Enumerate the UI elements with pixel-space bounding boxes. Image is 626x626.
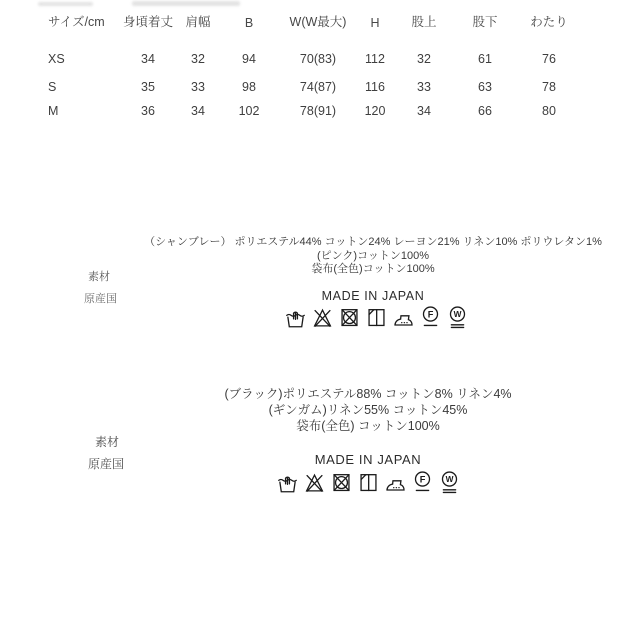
- material-label: 素材: [95, 435, 120, 449]
- table-header-cell: 股上: [411, 15, 437, 29]
- composition-line: 袋布(全色)コットン100%: [311, 263, 435, 275]
- origin-label: 原産国: [88, 457, 125, 471]
- composition-line: 袋布(全色) コットン100%: [296, 419, 440, 433]
- table-cell: 32: [417, 52, 431, 66]
- table-cell: 112: [365, 52, 385, 66]
- table-cell: 61: [478, 52, 492, 66]
- wet-clean-w-icon: [447, 304, 468, 329]
- dry-clean-f-icon: [412, 469, 433, 494]
- svg-text:W: W: [453, 309, 461, 320]
- composition-line: (ピンク)コットン100%: [316, 249, 430, 262]
- table-cell: 80: [542, 104, 556, 118]
- table-cell: 33: [191, 80, 205, 94]
- made-in-japan-text: MADE IN JAPAN: [321, 289, 425, 303]
- line-dry-in-shade-icon: [366, 304, 387, 329]
- table-header-cell: サイズ/cm: [48, 15, 105, 29]
- table-row: [38, 78, 613, 94]
- made-in-japan-text: MADE IN JAPAN: [314, 452, 422, 467]
- table-cell: 120: [364, 104, 386, 118]
- line-dry-in-shade-icon: [358, 469, 379, 494]
- table-header-cell: B: [244, 16, 254, 30]
- table-cell: 74(87): [299, 80, 337, 94]
- table-row: [38, 50, 613, 66]
- wet-clean-w-icon: [439, 469, 460, 494]
- table-cell: 36: [141, 104, 155, 118]
- table-cell: 116: [365, 80, 385, 94]
- do-not-tumble-dry-icon: [331, 469, 352, 494]
- table-cell: 33: [417, 80, 431, 94]
- table-cell: 66: [478, 104, 492, 118]
- composition-line: (ギンガム)リネン55% コットン45%: [268, 403, 468, 417]
- composition-line: (ブラック)ポリエステル88% コットン8% リネン4%: [224, 387, 512, 401]
- table-header-cell: 肩幅: [185, 15, 211, 29]
- svg-text:F: F: [427, 309, 433, 320]
- table-header-cell: W(W最大): [289, 15, 347, 29]
- size-label: M: [48, 104, 59, 118]
- table-cell: 102: [238, 104, 260, 118]
- table-header-row: [38, 14, 613, 30]
- material-label: 素材: [88, 271, 110, 283]
- composition-line: （シャンブレー） ポリエステル44% コットン24% レーヨン21% リネン10% ポリウレタン1%: [144, 236, 602, 248]
- table-cell: 34: [141, 52, 155, 66]
- size-label: XS: [48, 52, 65, 66]
- do-not-bleach-icon: [312, 304, 333, 329]
- iron-icon: [385, 469, 406, 494]
- material-section-2: [0, 380, 626, 510]
- composition-text: [120, 236, 626, 277]
- table-cell: 94: [242, 52, 256, 66]
- do-not-tumble-dry-icon: [339, 304, 360, 329]
- table-cell: 98: [242, 80, 256, 94]
- iron-icon: [393, 304, 414, 329]
- table-header-cell: 股下: [472, 15, 498, 29]
- care-symbols-row: [110, 469, 626, 494]
- table-header-cell: H: [370, 16, 380, 30]
- size-label: S: [48, 80, 57, 94]
- table-row: [38, 102, 613, 118]
- table-cell: 78: [542, 80, 556, 94]
- table-cell: 63: [478, 80, 492, 94]
- table-cell: 34: [417, 104, 431, 118]
- table-cell: 34: [191, 104, 205, 118]
- hand-wash-icon: [285, 304, 306, 329]
- table-cell: 76: [542, 52, 556, 66]
- do-not-bleach-icon: [304, 469, 325, 494]
- size-table: [38, 0, 613, 118]
- hand-wash-icon: [277, 469, 298, 494]
- svg-text:F: F: [419, 474, 425, 485]
- composition-text: [110, 386, 626, 434]
- table-header-cell: 身頃着丈: [122, 15, 173, 29]
- table-header-cell: わたり: [530, 15, 568, 29]
- table-cell: 35: [141, 80, 155, 94]
- table-cell: 32: [191, 52, 205, 66]
- dry-clean-f-icon: [420, 304, 441, 329]
- material-section-1: [0, 232, 626, 352]
- table-cell: 78(91): [299, 104, 337, 118]
- svg-text:W: W: [445, 474, 453, 485]
- table-cell: 70(83): [299, 52, 337, 66]
- origin-label: 原産国: [84, 293, 117, 305]
- care-symbols-row: [123, 304, 626, 329]
